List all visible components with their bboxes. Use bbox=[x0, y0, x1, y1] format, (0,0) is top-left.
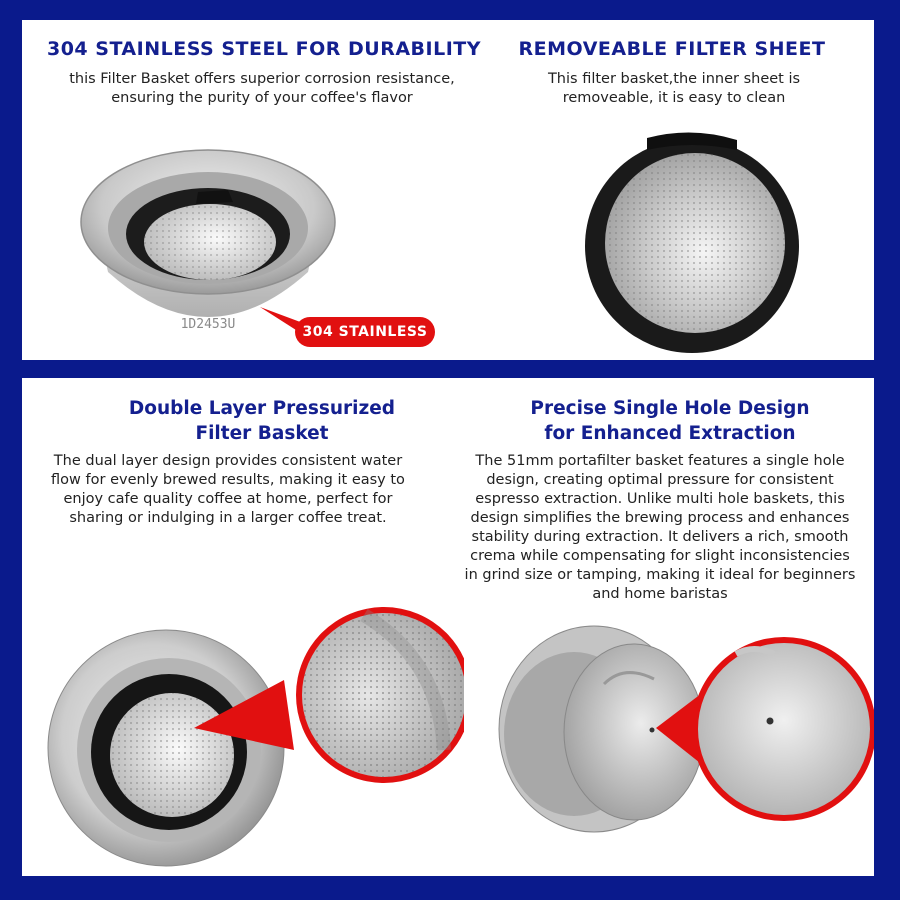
single-hole-title bbox=[480, 396, 860, 446]
durability-description: this Filter Basket offers superior corrosion resistance, ensuring the purity of your coffee's flavor bbox=[69, 71, 455, 106]
basket-engraving: 1D2453U bbox=[180, 317, 236, 332]
badge-pointer bbox=[258, 305, 308, 335]
filter-basket-image bbox=[58, 132, 358, 342]
double-layer-title-line2: Filter Basket bbox=[195, 423, 329, 444]
single-hole-title-line1: Precise Single Hole Design bbox=[530, 398, 810, 419]
double-layer-description: The dual layer design provides consistent water flow for evenly brewed results, making it easy to enjoy cafe quality coffee at home, perfect for sharing or indulging in a larger coffee treat. bbox=[51, 453, 405, 526]
filter-sheet-description: This filter basket,the inner sheet is removeable, it is easy to clean bbox=[547, 71, 801, 106]
bottom-panel bbox=[22, 378, 874, 876]
durability-title: 304 STAINLESS STEEL FOR DURABILITY bbox=[46, 38, 482, 60]
double-layer-title bbox=[82, 396, 442, 446]
double-layer-title-line1: Double Layer Pressurized bbox=[128, 398, 396, 419]
single-hole-description: The 51mm portafilter basket features a single hole design, creating optimal pressure for consistent espresso extraction. Unlike multi hole baskets, this design simplifies the brewing process and enhances stability during extraction. It delivers a rich, smooth crema while compensating for slight inconsistencies in grind size or tamping, making it ideal for beginners and home baristas bbox=[464, 453, 856, 602]
single-hole-title-line2: for Enhanced Extraction bbox=[544, 423, 796, 444]
filter-sheet-title: REMOVEABLE FILTER SHEET bbox=[518, 38, 826, 60]
top-panel bbox=[22, 20, 874, 360]
filter-sheet-image bbox=[577, 128, 807, 358]
stainless-badge: 304 STAINLESS bbox=[295, 317, 435, 347]
double-layer-basket-image bbox=[44, 600, 464, 876]
single-hole-basket-image bbox=[474, 624, 874, 876]
